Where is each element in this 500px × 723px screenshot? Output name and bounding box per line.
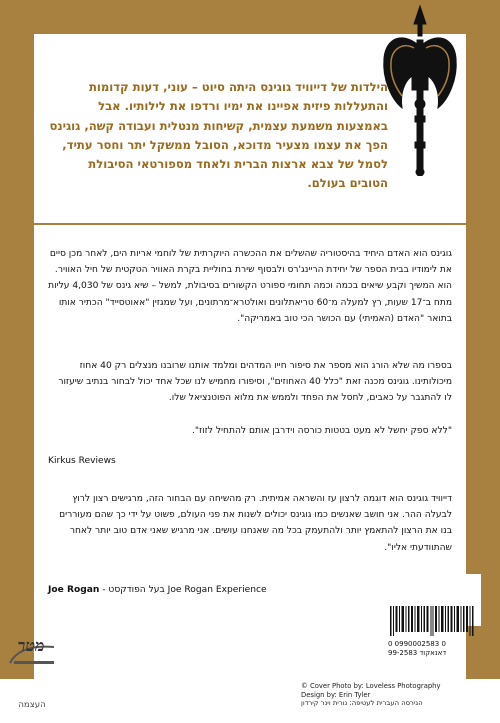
credit-photo: © Cover Photo by: Loveless Photography — [301, 682, 441, 690]
divider — [34, 223, 466, 225]
barcode-number: 0 0990002583 0 — [388, 640, 446, 648]
barcode-icon — [390, 606, 474, 636]
bio-paragraph: גוגינס הוא האדם היחיד בהיסטוריה שהשלים את ההכשרה היוקרתית של לוחמי אריות הים, לאחר מכן סיים את לימודיו בבית הספר של יחידת הריינג'רס ולבסוף שירת בחוליית בקרת האוויר הטקטית של חיל האוויר. הוא המשיך וקבע שיאים בכמה וכמה תחומי ספורט הקשורים בסיבולת, למשל – שיא גינס של 4,030 עליות מתח ב־17 שעות, רץ למעלה מ־60 טריאתלונים ואולטרא־מרתונים, ועל שמגזין "אאוטסייד" הכתיר אותו בתואר "האדם (האמיתי) עם הכושר הכי טוב באמריקה". — [48, 249, 452, 324]
intro-text — [48, 78, 388, 194]
quote-source-1: Kirkus Reviews — [48, 456, 116, 466]
publisher-series-name: העצמה — [18, 700, 46, 710]
catalog-number: 99-2583 דאנאקוד — [388, 649, 447, 657]
quote-source-2-name: Joe Rogan — [48, 585, 100, 595]
credit-hebrew: הגירסה העברית לעטיפה: נורית וינר קירדון — [301, 699, 423, 708]
book-block — [48, 358, 452, 407]
intro-paragraph: הילדות של דייוויד גוגינס היתה סיוט – עוני, דעות קדומות והתעללות פיזית אפיינו את ימיו ורדפו את לילותיו. אבל באמצעות משמעת עצמית, קשיחות מנטלית ועבודה קשה, גוגינס הפך את עצמו מצעיר מדוכא, הסובל ממשקל יתר וחסר עתיד, לסמל של צבא ארצות הברית ולאחד מספורטאי הסיבולת הטובים בעולם. — [49, 80, 388, 191]
book-paragraph: בספרו מה שלא הורג הוא מספר את סיפור חייו המדהים ומלמד אותנו שרובנו מנצלים רק 40 אחוז מיכולותינו. גוגינס מכנה זאת "כלל 40 האחוזים", וסיפורו מחמיש לנו שכל אחד יכול לבחור בנתיב שיעזור לו להתגבר על כאבים, לחסל את הפחד ולממש את מלוא הפוטנציאל שלו. — [58, 361, 452, 404]
quote-block-1 — [48, 423, 452, 439]
bio-block — [48, 246, 452, 327]
quote-source-2-rest: - בעל הפודקסט Joe Rogan Experience — [99, 585, 267, 595]
quote-block-2 — [48, 491, 452, 556]
battle-axe-icon — [382, 4, 458, 176]
quote-1: "ללא ספק יחשל לא מעט בטטות כורסה וידרבן אותם להתחיל לזוז". — [191, 426, 452, 436]
publisher-logo-text: מטר — [17, 636, 45, 655]
credit-design: Design by: Erin Tyler — [301, 690, 371, 699]
quote-2: דייוויד גוגינס הוא דוגמה לרצון עז והשראה אמיתית. רק מהשיחה עם הבחור הזה, מרגישים רצון לרוץ לבעלה ההר. אני חושב שאנשים כמו גוגינס יכולים לשנות את פני העולם, פשוט על ידי כך שהם מעוררים בנו את הרצון להתאמץ יותר ולהתעמק בכל מה שאנחנו עושים. אני מרגיש שאני אדם טוב יותר לאחר שהתוודעתי אליו". — [59, 494, 452, 553]
credits — [301, 682, 497, 708]
